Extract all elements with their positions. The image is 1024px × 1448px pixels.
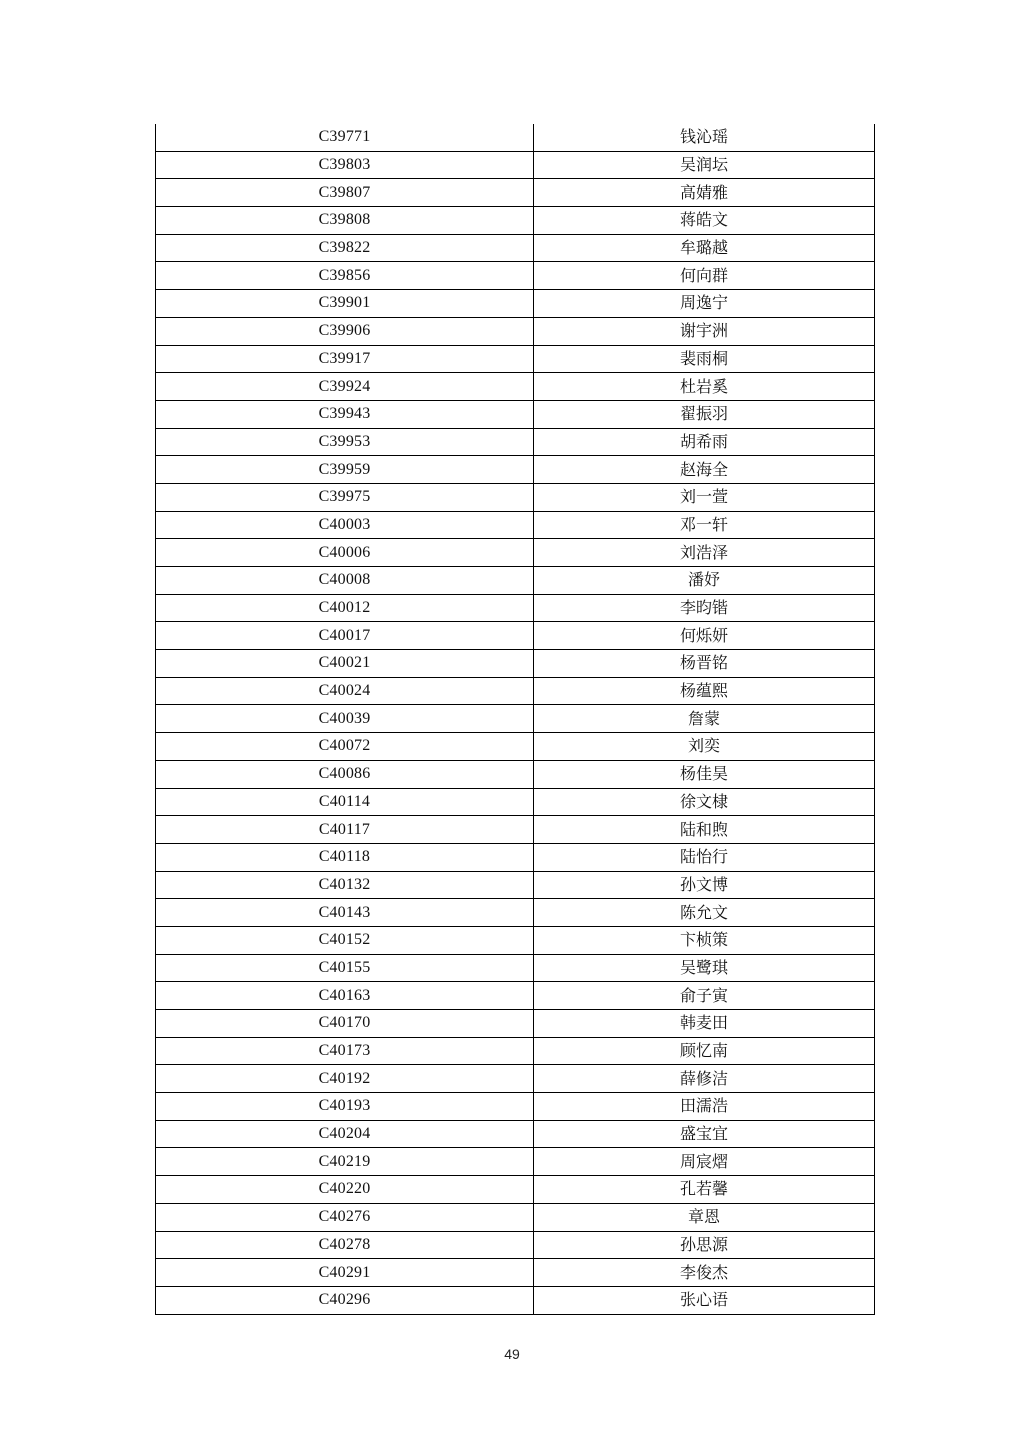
candidate-code: C40204 xyxy=(156,1120,534,1148)
table-row xyxy=(156,124,875,151)
candidate-code: C40152 xyxy=(156,926,534,954)
candidate-name: 刘奕 xyxy=(534,733,875,761)
candidate-code: C40219 xyxy=(156,1148,534,1176)
table-row xyxy=(156,1148,875,1176)
candidate-code: C39906 xyxy=(156,317,534,345)
table-row xyxy=(156,567,875,595)
candidate-code: C39959 xyxy=(156,456,534,484)
candidate-code: C40192 xyxy=(156,1065,534,1093)
table-row xyxy=(156,622,875,650)
table-row xyxy=(156,511,875,539)
candidate-name: 陆怡行 xyxy=(534,843,875,871)
candidate-name: 刘浩泽 xyxy=(534,539,875,567)
table-row xyxy=(156,1259,875,1287)
candidate-code: C40021 xyxy=(156,650,534,678)
candidate-code: C40017 xyxy=(156,622,534,650)
table-row xyxy=(156,705,875,733)
candidate-name: 韩麦田 xyxy=(534,1010,875,1038)
candidate-name: 潘妤 xyxy=(534,567,875,595)
candidate-name: 何烁妍 xyxy=(534,622,875,650)
candidate-name: 盛宝宜 xyxy=(534,1120,875,1148)
candidate-name: 孙文博 xyxy=(534,871,875,899)
candidate-code: C40117 xyxy=(156,816,534,844)
candidate-code: C40024 xyxy=(156,677,534,705)
candidate-code: C40220 xyxy=(156,1176,534,1204)
candidate-code: C39917 xyxy=(156,345,534,373)
candidate-name: 杨佳昊 xyxy=(534,760,875,788)
table-row xyxy=(156,1065,875,1093)
candidate-name: 周逸宁 xyxy=(534,290,875,318)
candidate-name: 章恩 xyxy=(534,1203,875,1231)
candidate-code: C40193 xyxy=(156,1093,534,1121)
candidate-code: C40086 xyxy=(156,760,534,788)
candidate-code: C39822 xyxy=(156,234,534,262)
table-row xyxy=(156,1286,875,1314)
candidate-code: C39943 xyxy=(156,400,534,428)
candidate-name: 杨晋铭 xyxy=(534,650,875,678)
candidate-code: C40276 xyxy=(156,1203,534,1231)
candidate-name: 徐文棣 xyxy=(534,788,875,816)
table-row xyxy=(156,982,875,1010)
table-row xyxy=(156,234,875,262)
candidate-code: C40170 xyxy=(156,1010,534,1038)
table-row xyxy=(156,1120,875,1148)
candidate-name: 李昀锴 xyxy=(534,594,875,622)
table-row xyxy=(156,1093,875,1121)
table-row xyxy=(156,650,875,678)
table-row xyxy=(156,733,875,761)
candidate-name: 钱沁瑶 xyxy=(534,124,875,151)
candidate-name: 吴润坛 xyxy=(534,151,875,179)
candidate-code: C40155 xyxy=(156,954,534,982)
candidate-name: 李俊杰 xyxy=(534,1259,875,1287)
table-row xyxy=(156,539,875,567)
table-row xyxy=(156,1231,875,1259)
candidate-name: 蒋皓文 xyxy=(534,207,875,235)
candidate-code: C40173 xyxy=(156,1037,534,1065)
table-row xyxy=(156,345,875,373)
candidate-code: C40072 xyxy=(156,733,534,761)
candidate-code: C40132 xyxy=(156,871,534,899)
candidate-name: 孙思源 xyxy=(534,1231,875,1259)
candidate-name: 顾忆南 xyxy=(534,1037,875,1065)
candidate-name: 俞子寅 xyxy=(534,982,875,1010)
candidate-name: 高婧雅 xyxy=(534,179,875,207)
table-row xyxy=(156,871,875,899)
candidate-code: C39807 xyxy=(156,179,534,207)
table-row xyxy=(156,373,875,401)
candidate-name: 裴雨桐 xyxy=(534,345,875,373)
table-row xyxy=(156,1203,875,1231)
candidate-code: C40114 xyxy=(156,788,534,816)
candidate-name: 谢宇洲 xyxy=(534,317,875,345)
candidate-name: 邓一轩 xyxy=(534,511,875,539)
table-row xyxy=(156,179,875,207)
candidate-code: C40143 xyxy=(156,899,534,927)
candidate-code: C40291 xyxy=(156,1259,534,1287)
table-row xyxy=(156,290,875,318)
candidate-code: C40008 xyxy=(156,567,534,595)
table-row xyxy=(156,1037,875,1065)
table-row xyxy=(156,760,875,788)
table-row xyxy=(156,926,875,954)
table-row xyxy=(156,207,875,235)
candidate-code: C40003 xyxy=(156,511,534,539)
candidate-code: C39771 xyxy=(156,124,534,151)
candidate-name: 赵海全 xyxy=(534,456,875,484)
candidate-code: C40118 xyxy=(156,843,534,871)
candidate-code: C39856 xyxy=(156,262,534,290)
table-row xyxy=(156,456,875,484)
candidate-name: 刘一萱 xyxy=(534,483,875,511)
candidate-code: C39803 xyxy=(156,151,534,179)
table-row xyxy=(156,483,875,511)
table-row xyxy=(156,594,875,622)
candidate-code: C40278 xyxy=(156,1231,534,1259)
candidate-code: C39901 xyxy=(156,290,534,318)
table-row xyxy=(156,151,875,179)
candidate-code: C40006 xyxy=(156,539,534,567)
table-row xyxy=(156,317,875,345)
candidate-name: 薛修洁 xyxy=(534,1065,875,1093)
candidate-name: 杜岩奚 xyxy=(534,373,875,401)
table-row xyxy=(156,1176,875,1204)
candidate-name: 张心语 xyxy=(534,1286,875,1314)
candidate-code: C39975 xyxy=(156,483,534,511)
candidate-name: 田濡浩 xyxy=(534,1093,875,1121)
table-row xyxy=(156,677,875,705)
candidate-code: C40163 xyxy=(156,982,534,1010)
table-row xyxy=(156,816,875,844)
table-row xyxy=(156,400,875,428)
page-number: 49 xyxy=(504,1346,520,1362)
roster-table xyxy=(155,124,875,1315)
candidate-code: C40039 xyxy=(156,705,534,733)
candidate-name: 陈允文 xyxy=(534,899,875,927)
candidate-name: 胡希雨 xyxy=(534,428,875,456)
table-row xyxy=(156,843,875,871)
table-row xyxy=(156,899,875,927)
roster-body xyxy=(156,124,875,1314)
candidate-name: 何向群 xyxy=(534,262,875,290)
candidate-name: 杨蕴熙 xyxy=(534,677,875,705)
candidate-name: 詹蒙 xyxy=(534,705,875,733)
table-row xyxy=(156,262,875,290)
candidate-name: 周宸熠 xyxy=(534,1148,875,1176)
table-row xyxy=(156,788,875,816)
candidate-code: C39953 xyxy=(156,428,534,456)
table-row xyxy=(156,1010,875,1038)
table-row xyxy=(156,428,875,456)
candidate-code: C40012 xyxy=(156,594,534,622)
candidate-name: 翟振羽 xyxy=(534,400,875,428)
candidate-name: 牟璐越 xyxy=(534,234,875,262)
candidate-name: 孔若馨 xyxy=(534,1176,875,1204)
candidate-code: C40296 xyxy=(156,1286,534,1314)
table-row xyxy=(156,954,875,982)
candidate-code: C39924 xyxy=(156,373,534,401)
candidate-name: 陆和煦 xyxy=(534,816,875,844)
candidate-name: 吴鹭琪 xyxy=(534,954,875,982)
candidate-name: 卞桢策 xyxy=(534,926,875,954)
candidate-code: C39808 xyxy=(156,207,534,235)
